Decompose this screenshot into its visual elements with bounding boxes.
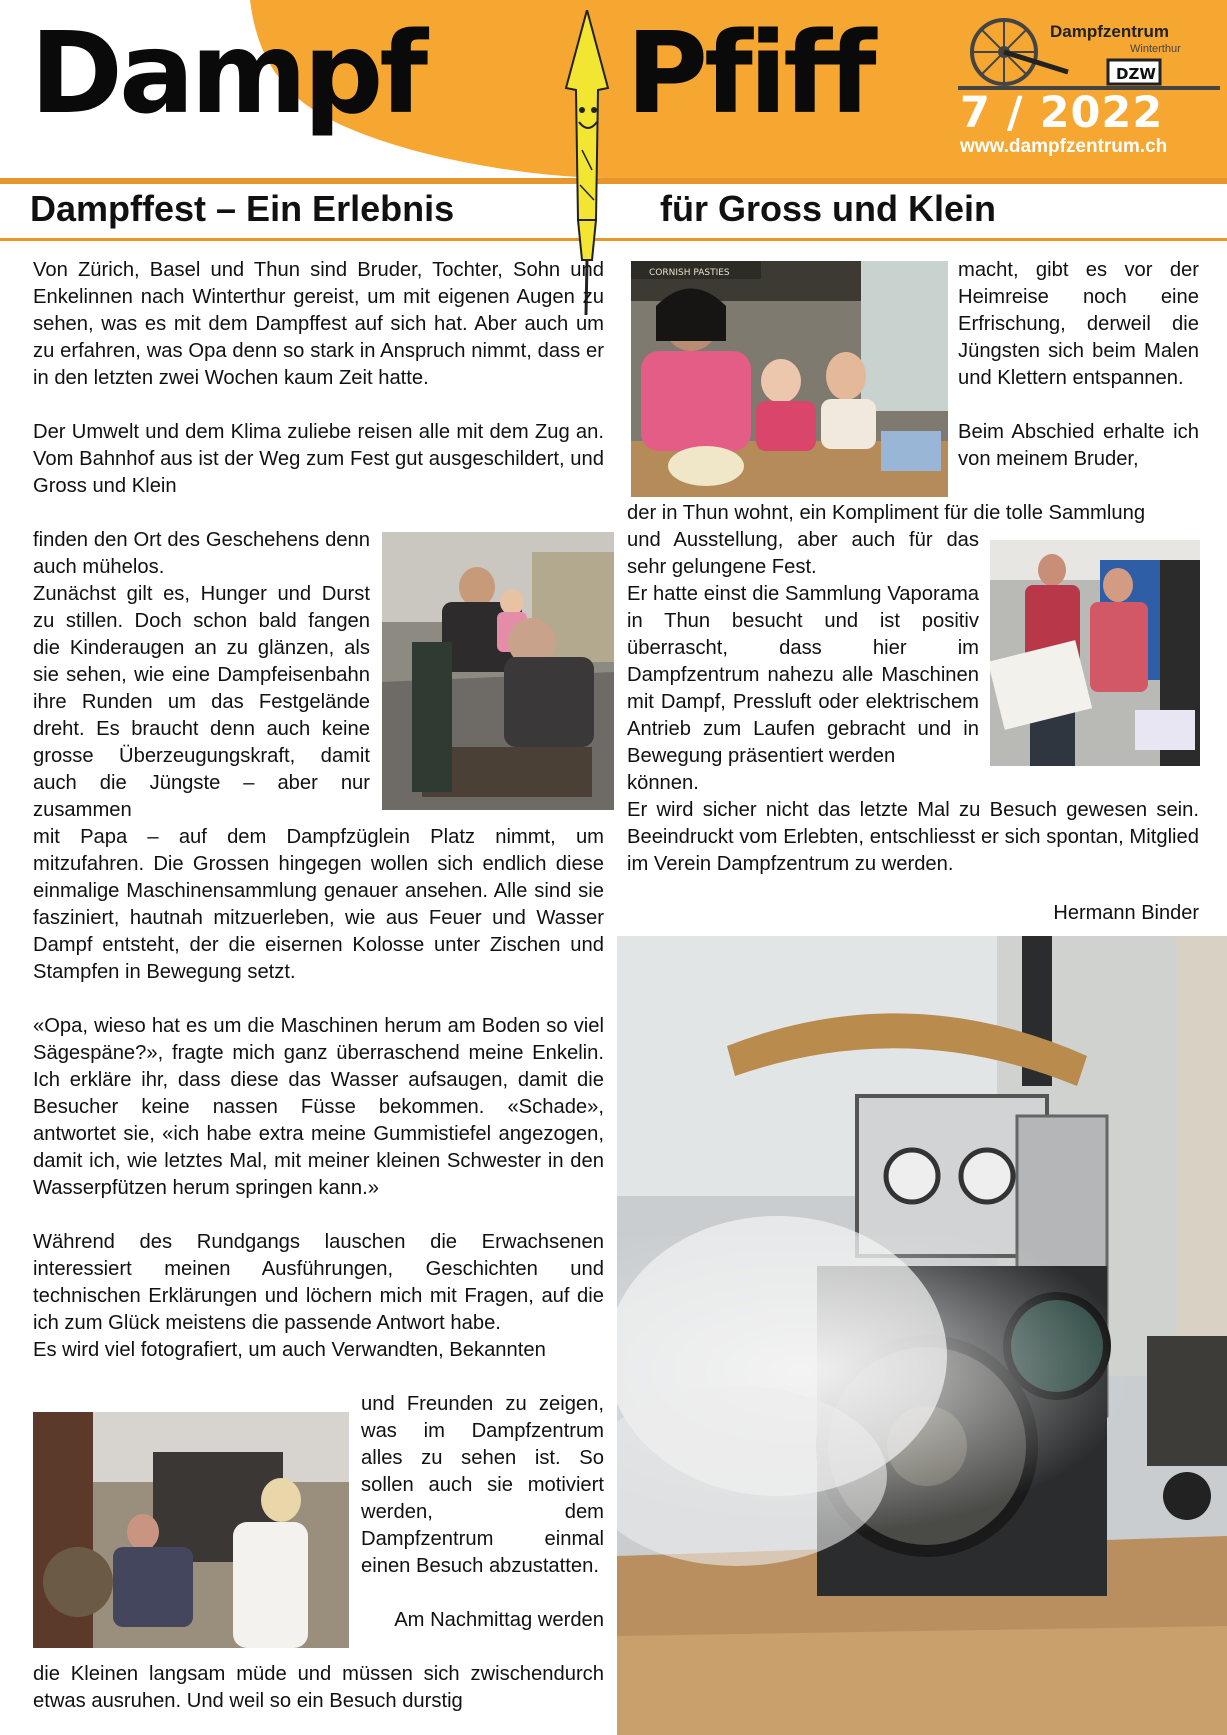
paragraph: finden den Ort des Geschehens denn auch mühelos. — [33, 529, 370, 578]
paragraph: Von Zürich, Basel und Thun sind Bruder, Tochter, Sohn und Enkelinnen nach Winterthur gereist, um mit eigenen Augen zu sehen, was es mit dem Dampffest auf sich hat. Aber auch um zu erfahren, was Opa denn so stark in Anspruch nimmt, dass er in den letzten zwei Wochen kaum Zeit hatte. — [33, 259, 604, 389]
paragraph: Er wird sicher nicht das letzte Mal zu Besuch gewesen sein. Beeindruckt vom Erlebten, entschliesst er sich spontan, Mitglied im Verein Dampfzentrum zu werden. — [627, 799, 1199, 875]
paragraph: «Opa, wieso hat es um die Maschinen herum am Boden so viel Sägespäne?», fragte mich ganz überraschend meine Enkelin. Ich erkläre ihr, dass diese das Wasser aufsaugen, damit die Besucher keine nassen Füsse bekommen. «Schade», antwortet sie, «ich habe extra meine Gummistiefel angezogen, damit ich, wie letztes Mal, mit meiner kleinen Schwester in den Wasserpfützen herum springen kann.» — [33, 1015, 604, 1199]
photo-sign-text: CORNISH PASTIES — [649, 268, 730, 278]
photo-exhibition-visitors — [33, 1412, 349, 1648]
paragraph: können. — [627, 772, 699, 794]
left-column-mid — [33, 824, 604, 1364]
photo-steam-train-ride — [382, 532, 614, 810]
headline-left: Dampffest – Ein Erlebnis — [30, 188, 455, 229]
issue-number: 7 / 2022 — [960, 88, 1164, 138]
photo-family-at-table — [631, 261, 948, 497]
website-link[interactable]: www.dampfzentrum.ch — [960, 136, 1168, 157]
right-column-top — [958, 257, 1199, 473]
paragraph: Beim Abschied erhalte ich von meinem Bruder, — [958, 421, 1199, 470]
right-column-wrap — [627, 527, 979, 770]
photo-two-men-exhibit — [990, 540, 1200, 766]
masthead-title-right: Pfiff — [626, 9, 873, 139]
paragraph: und Ausstellung, aber auch für das sehr gelungene Fest. — [627, 529, 979, 578]
author-name: Hermann Binder — [1053, 902, 1199, 924]
left-column-top — [33, 257, 604, 500]
brand-name: Dampfzentrum — [1050, 22, 1170, 41]
paragraph: Der Umwelt und dem Klima zuliebe reisen alle mit dem Zug an. Vom Bahnhof aus ist der Weg zum Fest gut ausgeschildert, und Gross und Klein — [33, 421, 604, 497]
paragraph: mit Papa – auf dem Dampfzüglein Platz nimmt, um mitzufahren. Die Grossen hingegen wollen sich endlich diese einmalige Maschinensammlung genauer ansehen. Alle sind sie fasziniert, hautnah mitzuerleben, wie aus Feuer und Wasser Dampf entsteht, der die eisernen Kolosse unter Zischen und Stampfen in Bewegung setzt. — [33, 826, 604, 983]
paragraph: und Freunden zu zeigen, was im Dampfzentrum alles zu sehen ist. So sollen auch sie motiviert werden, dem Dampfzentrum einmal einen Besuch abzustatten. — [361, 1393, 604, 1577]
photo-steam-engine — [617, 936, 1227, 1735]
right-column-bottom — [627, 770, 1199, 878]
paragraph: Während des Rundgangs lauschen die Erwachsenen interessiert meinen Ausführungen, Geschichten und technischen Erklärungen und löchern mich mit Fragen, auf die ich zum Glück meistens die passende Antwort habe. — [33, 1231, 604, 1334]
left-column-bottom — [33, 1661, 604, 1715]
masthead-title-left: Dampf — [30, 9, 425, 139]
left-column-wrap2 — [361, 1391, 604, 1634]
paragraph: Am Nachmittag werden — [394, 1609, 604, 1631]
left-column-wrap — [33, 527, 370, 824]
paragraph: Zunächst gilt es, Hunger und Durst zu stillen. Doch schon bald fangen die Kinderaugen an zu glänzen, als sie sehen, wie eine Dampfeisenbahn ihre Runden um das Festgelände dreht. Es braucht denn auch keine grosse Überzeugungskraft, damit auch die Jüngste – aber nur zusammen — [33, 583, 370, 821]
paragraph: die Kleinen langsam müde und müssen sich zwischendurch etwas ausruhen. Und weil so ein Besuch durstig — [33, 1663, 604, 1712]
paragraph: macht, gibt es vor der Heimreise noch eine Erfrischung, derweil die Jüngsten sich beim Malen und Klettern entspannen. — [958, 259, 1199, 389]
paragraph: Er hatte einst die Sammlung Vaporama in Thun besucht und ist positiv überrascht, dass hier im Dampfzentrum nahezu alle Maschinen mit Dampf, Pressluft oder elektrischem Antrieb zum Laufen gebracht und in Bewegung präsentiert werden — [627, 583, 979, 767]
paragraph: Es wird viel fotografiert, um auch Verwandten, Bekannten — [33, 1339, 546, 1361]
headline-right: für Gross und Klein — [660, 188, 997, 229]
logo-badge: DZW — [1116, 65, 1156, 83]
brand-city: Winterthur — [1130, 43, 1181, 55]
paragraph: der in Thun wohnt, ein Kompliment für die tolle Sammlung — [627, 502, 1146, 524]
right-column-mid — [627, 500, 1199, 527]
